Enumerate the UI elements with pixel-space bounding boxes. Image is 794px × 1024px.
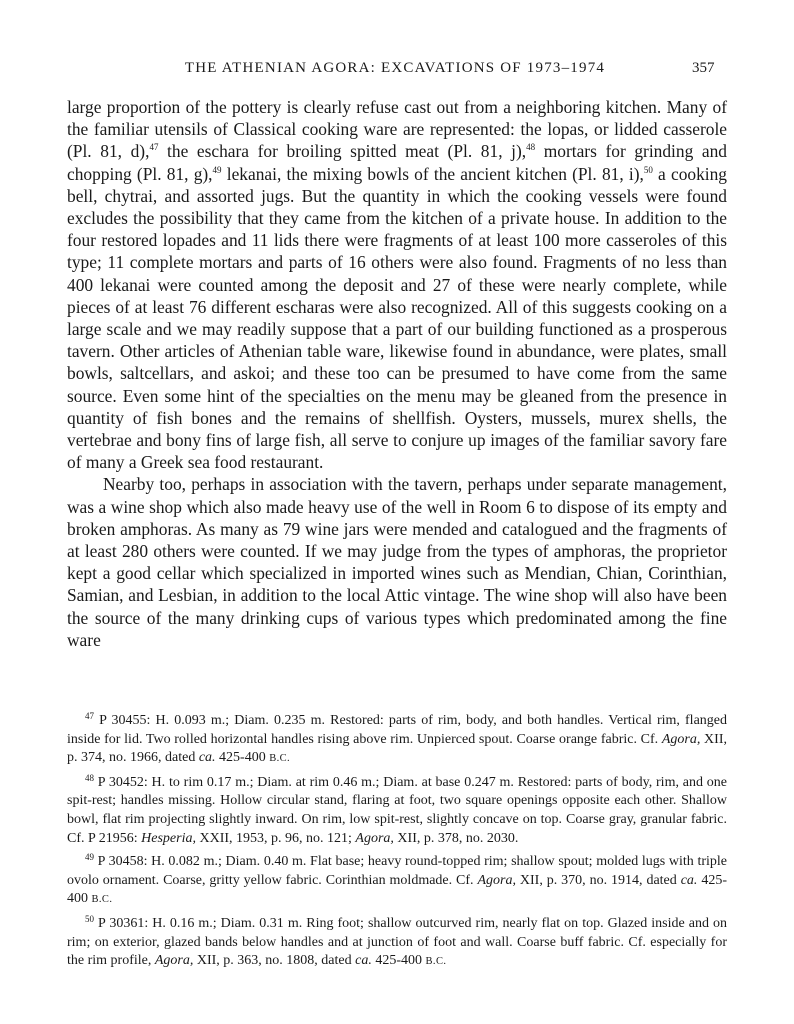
footnote-47 (67, 707, 727, 769)
footnote-text: XII, p. 363, no. 1808, dated (193, 953, 356, 969)
footnote-text: P 30455: H. 0.093 m.; Diam. 0.235 m. Restored: parts of rim, body, and both handles. Vertical rim, flanged inside for lid. Two rolled horizontal handles rising above rim. Unpierced spout. Coarse orange fabric. Cf. (67, 713, 727, 747)
journal-title: Agora, (355, 830, 394, 846)
footnote-text: XII, p. 370, no. 1914, dated (515, 872, 681, 888)
footnote-text: 425-400 (215, 750, 270, 766)
footnotes (67, 707, 727, 972)
footnote-49 (67, 848, 727, 910)
footnote-ref-50[interactable]: 50 (643, 164, 653, 175)
footnote-text: 425-400 (371, 953, 426, 969)
era-abbrev: B.C. (269, 753, 291, 765)
footnote-text: XII, p. 374, no. 1966, dated (67, 731, 727, 766)
footnote-number: 47 (85, 711, 94, 721)
running-head (0, 60, 794, 82)
footnote-number: 48 (85, 772, 94, 783)
footnote-text: P 30361: H. 0.16 m.; Diam. 0.31 m. Ring foot; shallow outcurved rim, nearly flat on top. Glazed inside and on rim; on exterior, glazed bands below handles and at junction of foot and wall. Coarse buff fabric. Cf. especially for the rim profile, (67, 915, 727, 969)
circa-abbrev: ca. (355, 953, 372, 969)
journal-title: Agora, (661, 731, 701, 747)
footnote-50 (67, 910, 727, 972)
paragraph-1-part-3: mortars for grinding and chopping (Pl. 81, g), (67, 141, 727, 184)
footnote-text: XXII, 1953, p. 96, no. 121; (195, 830, 356, 846)
paragraph-1-part-2: the eschara for broiling spitted meat (Pl. 81, j), (158, 141, 527, 162)
paragraph-2: Nearby too, perhaps in association with the tavern, perhaps under separate management, was a wine shop which also made heavy use of the well in Room 6 to dispose of its empty and broken amphoras. As many as 79 wine jars were mended and catalogued and the fragments of at least 280 others were counted. If we may judge from the types of amphoras, the proprietor kept a good cellar which specialized in imported wines such as Mendian, Chian, Corinthian, Samian, and Lesbian, in addition to the local Attic vintage. The wine shop will also have been the source of the many drinking cups of various types which predominated among the fine ware (67, 474, 727, 650)
paragraph-1-part-1: large proportion of the pottery is clearly refuse cast out from a neighboring kitchen. Many of the familiar utensils of Classical cooking ware are represented: the lopas, or lidded casserole (Pl. 81, d), (67, 97, 727, 162)
circa-abbrev: ca. (680, 872, 698, 888)
page-number: 357 (692, 60, 715, 76)
footnote-number: 49 (85, 852, 94, 863)
body-text (67, 96, 727, 651)
journal-title: Hesperia, (141, 830, 196, 846)
footnote-text: XII, p. 378, no. 2030. (393, 830, 519, 846)
era-abbrev: B.C. (91, 894, 113, 906)
footnote-text: P 30458: H. 0.082 m.; Diam. 0.40 m. Flat base; heavy round-topped rim; shallow spout; molded lugs with triple ovolo ornament. Coarse, gritty yellow fabric. Corinthian moldmade. Cf. (67, 854, 727, 888)
footnote-text: 425-400 (67, 872, 727, 907)
circa-abbrev: ca. (198, 750, 216, 766)
footnote-48 (67, 769, 727, 848)
paragraph-1-part-5: a cooking bell, chytrai, and assorted jugs. But the quantity in which the cooking vessels were found excludes the possibility that they came from the kitchen of a private house. In addition to the four restored lopades and 11 lids there were fragments of at least 100 more casseroles of this type; 11 complete mortars and parts of 16 others were also found. Fragments of no less than 400 lekanai were counted among the deposit and 27 of these were nearly complete, while pieces of at least 76 different escharas were also recognized. All of this suggests cooking on a large scale and we may readily suppose that a part of our building functioned as a prosperous tavern. Other articles of Athenian table ware, likewise found in abundance, were plates, small bowls, saltcellars, and askoi; and these too can be presumed to have come from the same source. Even some hint of the specialties on the menu may be gleaned from the presence in quantity of fish bones and the remains of shellfish. Oysters, mussels, murex shells, the vertebrae and bony fins of large fish, all serve to conjure up images of the familiar savory fare of many a Greek sea food restaurant. (67, 163, 728, 473)
journal-title: Agora, (477, 872, 516, 888)
paragraph-1-part-4: lekanai, the mixing bowls of the ancient kitchen (Pl. 81, i), (221, 163, 644, 184)
era-abbrev: B.C. (425, 956, 447, 968)
footnote-number: 50 (85, 913, 94, 924)
running-title: THE ATHENIAN AGORA: EXCAVATIONS OF 1973–1974 (184, 60, 606, 76)
footnote-text: P 30452: H. to rim 0.17 m.; Diam. at rim 0.46 m.; Diam. at base 0.247 m. Restored: parts of body, rim, and one spit-rest; handles missing. Hollow circular stand, flaring at foot, two square openings opposite each other. Shallow bowl, flat rim projecting slightly inward. On rim, low spit-rest, slightly concave on top. Coarse gray, granular fabric. Cf. P 21956: (67, 774, 727, 846)
footnote-ref-49[interactable]: 49 (212, 164, 222, 175)
journal-title: Agora, (154, 953, 194, 969)
footnote-ref-47[interactable]: 47 (149, 142, 159, 153)
paragraph-1 (67, 96, 727, 473)
footnote-ref-48[interactable]: 48 (526, 142, 536, 153)
